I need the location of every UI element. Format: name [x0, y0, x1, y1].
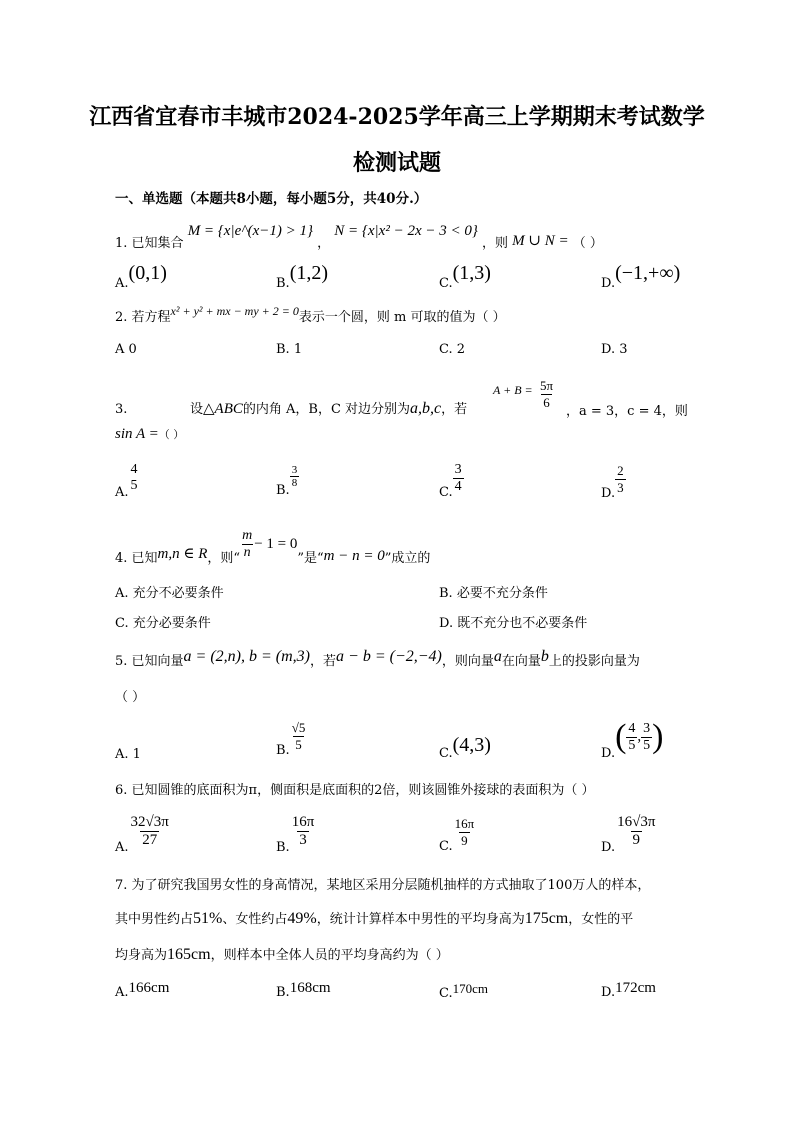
q5-option-b: B. $\frac{√5}{5}$ [276, 720, 306, 758]
q5-vectors: a = (2,n), b = (m,3) [183, 648, 311, 665]
document-title-line2: 检测试题 [352, 150, 441, 176]
q7-option-d: D.172cm [601, 980, 656, 1000]
q3-option-a: A. 4 5 [115, 462, 138, 500]
q1-option-d: D.(−1,+∞) [601, 262, 681, 291]
q2-equation: x² + y² + mx − my + 2 = 0 [170, 304, 299, 318]
q4-equation: m − n = 0 [323, 548, 385, 564]
question-3-line1: 设△ABC的内角 A，B，C 对边分别为a,b,c，若 [190, 400, 468, 417]
q5-option-d: D.( $\frac{4}{5}$ , $\frac{3}{5}$ ) [601, 718, 664, 761]
question-7-line3: 均身高为165cm，则样本中全体人员的平均身高约为（ ） [115, 946, 449, 963]
q3-number: 3. [115, 402, 128, 417]
q1-blank: （ ） [572, 236, 603, 251]
q3-sum-lhs: A + B = [493, 383, 533, 397]
q6-option-c: C. $\frac{16\pi}{9}$ [439, 816, 475, 854]
q7-option-b: B.168cm [276, 980, 331, 1000]
q2-number: 2. 若方程 [115, 310, 171, 325]
q3-abc: a,b,c [410, 400, 442, 417]
q1-tail: ，则 [482, 236, 509, 251]
q3-conditions: ，a = 3，c = 4，则 [566, 404, 688, 419]
q1-option-c: C.(1,3) [439, 262, 491, 291]
q5-blank: （ ） [115, 690, 146, 705]
section-single-choice: 一、单选题（本题共8小题，每小题5分，共40分.） [115, 191, 428, 207]
q5-option-c: C.(4,3) [439, 734, 491, 761]
q1-sep: ， [317, 236, 331, 251]
q4-condition: m,n ∈ R [157, 546, 208, 562]
q1-option-a: A.(0,1) [115, 262, 167, 291]
q4-option-d: D. 既不充分也不必要条件 [439, 616, 588, 631]
q4-option-b: B. 必要不充分条件 [439, 586, 548, 601]
q1-expr: M ∪ N = [512, 233, 569, 249]
question-7-line2: 其中男性约占51%、女性约占49%，统计计算样本中男性的平均身高为175cm，女性的平 [115, 910, 634, 927]
q3-option-d: D. $\frac{2}{3}$ [601, 463, 624, 501]
q1-set-n: N = {x|x² − 2x − 3 < 0} [334, 223, 478, 239]
q2-tail: 表示一个圆，则 m 可取的值为（ ） [298, 310, 506, 325]
question-6: 6. 已知圆锥的底面积为π，侧面积是底面积的2倍，则该圆锥外接球的表面积为（ ） [115, 783, 595, 798]
question-5: 5. 已知向量a = (2,n), b = (m,3)，若a − b = (−2,−4)，则向量a在向量b上的投影向量为 [115, 648, 640, 669]
q1-set-m: M = {x|e^(x−1) > 1} [187, 223, 313, 239]
q3-option-c: C. $\frac{3}{4}$ [439, 462, 462, 500]
q6-option-a: A. $\frac{32√3\pi}{27}$ [115, 814, 169, 855]
q2-option-c: C. 2 [439, 342, 466, 357]
question-1 [115, 222, 603, 258]
q5-difference: a − b = (−2,−4) [336, 648, 442, 665]
q6-option-b: B. $\frac{16\pi}{3}$ [276, 814, 315, 855]
q4-fraction: $\frac{m}{n}$ [242, 528, 253, 560]
q1-option-b: B.(1,2) [276, 262, 329, 291]
q3-sum-fraction: $\frac{5\pi}{6}$ [540, 378, 554, 410]
q7-option-a: A.166cm [115, 980, 170, 1000]
q2-option-b: B. 1 [276, 342, 303, 357]
q6-option-d: D. $\frac{16√3\pi}{9}$ [601, 814, 656, 855]
q3-option-b: B. $\frac{3}{8}$ [276, 464, 298, 498]
q2-option-d: D. 3 [601, 342, 628, 357]
question-7-line1: 7. 为了研究我国男女性的身高情况，某地区采用分层随机抽样的方式抽取了100万人的样本， [115, 878, 651, 893]
q1-number: 1. 已知集合 [115, 236, 184, 251]
q4-option-c: C. 充分必要条件 [115, 616, 211, 631]
document-title-line1: 江西省宜春市丰城市2024-2025学年高三上学期期末考试数学 [89, 104, 705, 130]
q5-option-a: A. 1 [115, 747, 141, 762]
question-2 [115, 306, 506, 325]
q3-ask: sin A =（ ） [115, 426, 185, 442]
q2-option-a: A 0 [115, 342, 137, 357]
question-4: 4. 已知m,n ∈ R，则“ $\frac{m}{n}$ − 1 = 0”是“m − n = 0”成立的 [115, 528, 431, 566]
q7-option-c: C.170cm [439, 981, 489, 1001]
q4-option-a: A. 充分不必要条件 [115, 586, 224, 601]
q3-triangle: △ABC [203, 401, 243, 417]
